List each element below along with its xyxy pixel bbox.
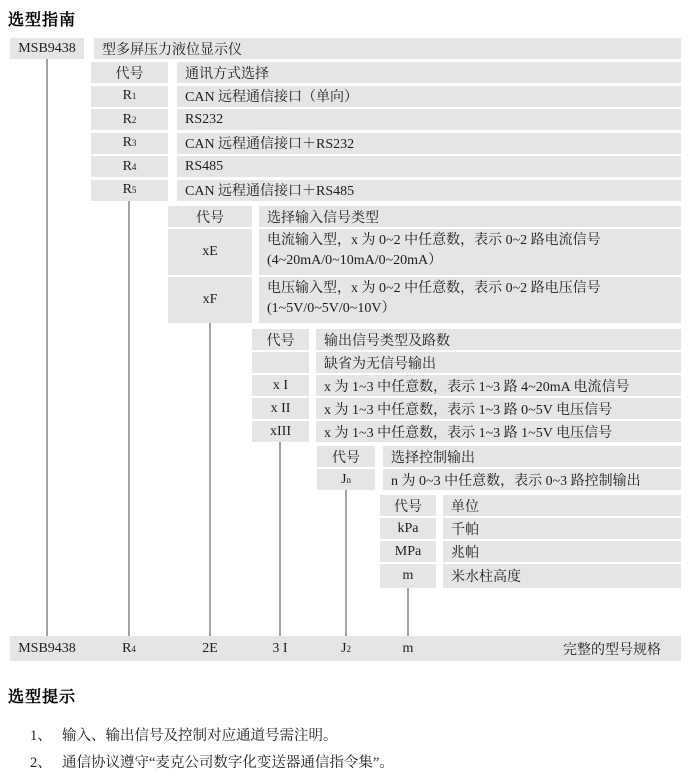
code-cell: R 2 [91, 109, 168, 130]
desc-cell: 兆帕 [443, 541, 681, 562]
code-cell [168, 229, 252, 275]
connector-line [407, 588, 409, 636]
code-cell [380, 541, 436, 562]
desc-line: 电流输入型，x 为 0~2 中任意数，表示 0~2 路电流信号 [267, 233, 601, 248]
desc-cell: x 为 1~3 中任意数，表示 1~3 路 0~5V 电压信号 [316, 398, 681, 419]
desc-cell [259, 277, 681, 323]
desc-cell: RS232 [177, 109, 681, 130]
desc-header-cell: 输出信号类型及路数 [316, 329, 681, 350]
code-text: 代号 [196, 210, 224, 226]
connector-line [209, 323, 211, 636]
code-header-cell [380, 495, 436, 516]
code-text: xF [202, 292, 218, 307]
desc-cell: 缺省为无信号输出 [316, 352, 681, 373]
code-cell: R 1 [91, 86, 168, 107]
desc-cell: CAN 远程通信接口＋RS232 [177, 133, 681, 154]
tip-number: 1、 [30, 728, 52, 744]
desc-cell: CAN 远程通信接口＋RS485 [177, 180, 681, 201]
desc-cell: x 为 1~3 中任意数，表示 1~3 路 4~20mA 电流信号 [316, 375, 681, 396]
code-text: m [402, 640, 414, 656]
code-text: xE [202, 244, 218, 259]
code-text: MPa [394, 543, 422, 559]
code-text: R [122, 111, 132, 127]
desc-cell: n 为 0~3 中任意数，表示 0~3 路控制输出 [383, 469, 681, 490]
code-text: m [402, 568, 414, 583]
code-header-cell [168, 206, 252, 227]
code-cell [168, 277, 252, 323]
code-cell [252, 398, 309, 419]
code-text: x I [272, 377, 289, 393]
desc-header-cell: 通讯方式选择 [177, 62, 681, 83]
code-text: MSB9438 [18, 640, 76, 656]
code-text: x II [270, 400, 291, 416]
code-cell: R 4 [91, 156, 168, 177]
tip-text: 通信协议遵守“麦克公司数字化变送器通信指令集”。 [62, 755, 394, 771]
code-text: 2E [202, 640, 218, 656]
desc-cell: RS485 [177, 156, 681, 177]
code-text: R [122, 158, 132, 174]
tip-text: 输入、输出信号及控制对应通道号需注明。 [62, 728, 338, 744]
summary-label: 完整的型号规格 [563, 642, 661, 658]
desc-header-cell: 单位 [443, 495, 681, 516]
summary-code: J 2 [341, 640, 351, 656]
summary-code [272, 636, 287, 661]
desc-line: (1~5V/0~5V/0~10V） [267, 301, 396, 316]
code-text: 3 I [272, 640, 288, 656]
tip-number: 2、 [30, 755, 52, 771]
code-cell [252, 375, 309, 396]
desc-header-cell: 选择控制输出 [383, 446, 681, 467]
code-cell [10, 38, 84, 59]
code-text: MSB9438 [18, 40, 76, 56]
code-cell: J n [317, 469, 375, 490]
desc-cell: x 为 1~3 中任意数，表示 1~3 路 1~5V 电压信号 [316, 421, 681, 442]
tip-item [30, 724, 338, 745]
desc-cell [259, 229, 681, 275]
code-text: xIII [270, 423, 291, 439]
code-cell [252, 421, 309, 442]
desc-line: (4~20mA/0~10mA/0~20mA） [267, 253, 443, 268]
code-text: R [122, 88, 132, 103]
code-text: R [122, 135, 132, 150]
code-text: 代号 [266, 333, 295, 349]
summary-row [10, 636, 681, 661]
connector-line [345, 490, 347, 636]
desc-cell: 千帕 [443, 518, 681, 539]
guide-title: 选型指南 [8, 12, 77, 29]
code-cell: R 5 [91, 180, 168, 201]
connector-line [279, 442, 281, 636]
desc-cell: CAN 远程通信接口（单向） [177, 86, 681, 107]
code-header-cell [91, 62, 168, 83]
summary-code: R 4 [122, 640, 136, 656]
code-text: R [122, 640, 132, 656]
code-cell [380, 564, 436, 588]
code-text: kPa [397, 520, 419, 536]
tips-title: 选型提示 [8, 689, 77, 706]
code-cell: R 3 [91, 133, 168, 154]
code-text: R [122, 182, 132, 197]
connector-line [46, 59, 48, 636]
summary-code [202, 636, 218, 661]
code-text: 代号 [332, 450, 360, 466]
desc-line: 电压输入型，x 为 0~2 中任意数，表示 0~2 路电压信号 [267, 281, 601, 296]
code-text: 代号 [115, 66, 144, 82]
connector-line [128, 201, 130, 636]
code-header-cell [317, 446, 375, 467]
code-text: J [341, 471, 347, 487]
code-text: J [341, 640, 347, 656]
desc-header-cell: 选择输入信号类型 [259, 206, 681, 227]
summary-code [18, 636, 76, 661]
tip-item [30, 751, 394, 772]
summary-code [403, 636, 414, 661]
code-text: 代号 [394, 499, 422, 515]
code-cell [252, 352, 309, 373]
code-header-cell [252, 329, 309, 350]
code-cell [380, 518, 436, 539]
desc-cell: 型多屏压力液位显示仪 [94, 38, 681, 59]
desc-cell: 米水柱高度 [443, 564, 681, 588]
